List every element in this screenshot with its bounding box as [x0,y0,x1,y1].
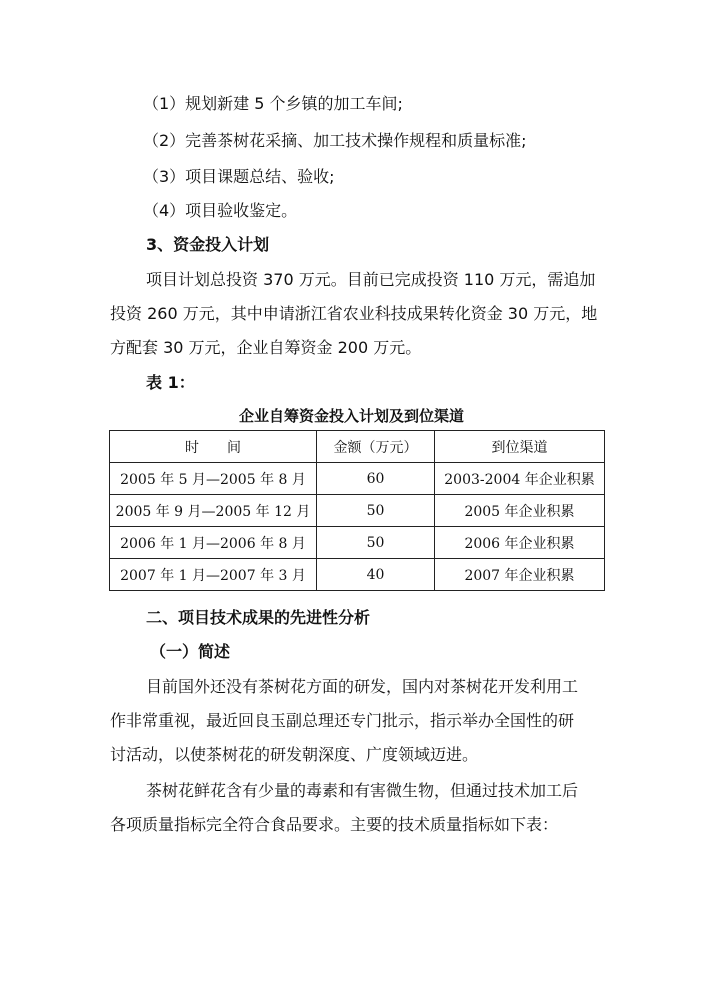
list-item: （1）规划新建 5 个乡镇的加工车间; [143,94,403,113]
header-channel: 到位渠道 [435,431,605,463]
cell-amount: 50 [317,495,435,527]
cell-amount: 50 [317,527,435,559]
table-header-row [110,431,605,463]
cell-time: 2005 年 9 月—2005 年 12 月 [110,495,317,527]
header-amount: 金额（万元） [317,431,435,463]
cell-amount: 40 [317,559,435,591]
table-row [110,495,605,527]
cell-channel: 2005 年企业积累 [435,495,605,527]
paragraph-line: 作非常重视，最近回良玉副总理还专门批示，指示举办全国性的研 [110,711,575,730]
paragraph-line: 方配套 30 万元，企业自筹资金 200 万元。 [110,338,422,357]
cell-channel: 2003-2004 年企业积累 [435,463,605,495]
table-row [110,463,605,495]
cell-time: 2005 年 5 月—2005 年 8 月 [110,463,317,495]
section-heading-analysis: 二、项目技术成果的先进性分析 [146,608,371,627]
subsection-heading: （一）简述 [150,642,231,661]
list-item: （3）项目课题总结、验收; [143,167,335,186]
cell-amount: 60 [317,463,435,495]
table-caption: 企业自筹资金投入计划及到位渠道 [238,407,464,425]
list-item: （2）完善茶树花采摘、加工技术操作规程和质量标准; [143,131,527,150]
paragraph-line: 目前国外还没有茶树花方面的研发，国内对茶树花开发利用工 [146,677,579,696]
funding-table [109,430,605,591]
header-time: 时 间 [110,431,317,463]
paragraph-line: 项目计划总投资 370 万元。目前已完成投资 110 万元，需追加 [146,270,596,289]
cell-channel: 2007 年企业积累 [435,559,605,591]
table-row [110,527,605,559]
cell-channel: 2006 年企业积累 [435,527,605,559]
paragraph-line: 讨活动，以使茶树花的研发朝深度、广度领域迈进。 [110,745,479,764]
paragraph-line: 投资 260 万元，其中申请浙江省农业科技成果转化资金 30 万元，地 [110,304,598,323]
paragraph-line: 茶树花鲜花含有少量的毒素和有害微生物，但通过技术加工后 [146,781,579,800]
cell-time: 2007 年 1 月—2007 年 3 月 [110,559,317,591]
table-row [110,559,605,591]
paragraph-line: 各项质量指标完全符合食品要求。主要的技术质量指标如下表： [110,815,559,834]
section-heading-funding: 3、资金投入计划 [146,235,270,254]
list-item: （4）项目验收鉴定。 [143,201,298,220]
table-label: 表 1： [146,373,195,392]
cell-time: 2006 年 1 月—2006 年 8 月 [110,527,317,559]
